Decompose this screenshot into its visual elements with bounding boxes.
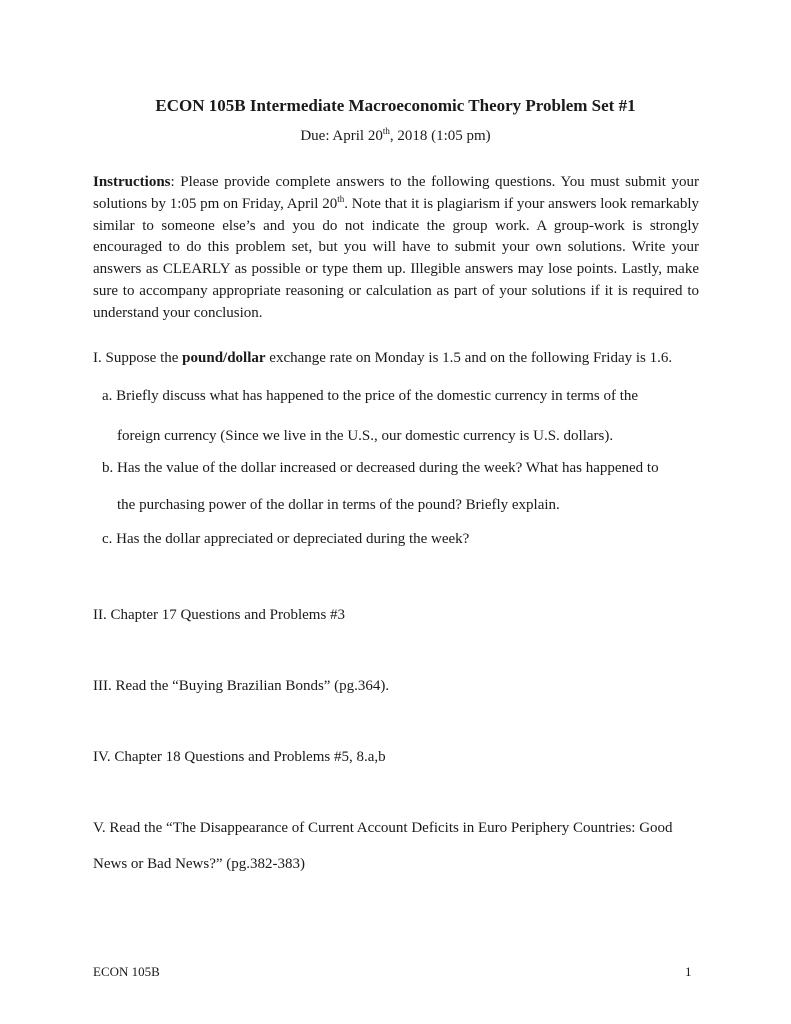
question-1-suffix: exchange rate on Monday is 1.5 and on the following Friday is 1.6.: [265, 350, 673, 366]
instructions-paragraph: [93, 172, 699, 325]
instructions-text-part1: : Please provide complete answers to the following questions. You must submit your solutions by 1:05 pm on Friday, April 20: [93, 174, 699, 212]
due-date-superscript: th: [382, 126, 390, 136]
question-1a-line1: a. Briefly discuss what has happened to the price of the domestic currency in terms of the: [102, 388, 639, 404]
question-3: III. Read the “Buying Brazilian Bonds” (pg.364).: [93, 678, 390, 694]
question-1b-line1: b. Has the value of the dollar increased or decreased during the week? What has happened to: [102, 460, 659, 476]
question-1: [93, 350, 713, 367]
question-5-line1: V. Read the “The Disappearance of Current Account Deficits in Euro Periphery Countries: Good: [93, 820, 673, 836]
footer-page-number: 1: [685, 964, 692, 979]
question-2: II. Chapter 17 Questions and Problems #3: [93, 607, 346, 623]
instructions-label: Instructions: [93, 174, 171, 190]
due-date: [0, 128, 791, 145]
instructions-text-part2: . Note that it is plagiarism if your answers look remarkably similar to someone else’s and you do not indicate the group work. A group-work is strongly encouraged to do this problem set, but you will have to submit your own solutions. Write your answers as CLEARLY as possible or type them up. Illegible answers may lose points. Lastly, make sure to accompany appropriate reasoning or calculation as part of your solutions if it is required to understand your conclusion.: [93, 195, 699, 321]
question-1-prefix: I. Suppose the: [93, 350, 183, 366]
due-date-suffix: , 2018 (1:05 pm): [389, 128, 491, 144]
question-4: IV. Chapter 18 Questions and Problems #5, 8.a,b: [93, 749, 386, 765]
document-title: ECON 105B Intermediate Macroeconomic Theory Problem Set #1: [155, 96, 636, 115]
footer-course: ECON 105B: [93, 964, 160, 979]
question-5-line2: News or Bad News?” (pg.382-383): [93, 856, 306, 872]
question-1b-line2: the purchasing power of the dollar in terms of the pound? Briefly explain.: [117, 497, 560, 513]
question-1-bold-term: pound/dollar: [182, 350, 266, 366]
instructions-superscript: th: [337, 193, 345, 204]
question-1c-line1: c. Has the dollar appreciated or depreciated during the week?: [102, 531, 470, 547]
question-1a-line2: foreign currency (Since we live in the U.S., our domestic currency is U.S. dollars).: [117, 428, 614, 444]
due-date-prefix: Due: April 20: [300, 128, 383, 144]
